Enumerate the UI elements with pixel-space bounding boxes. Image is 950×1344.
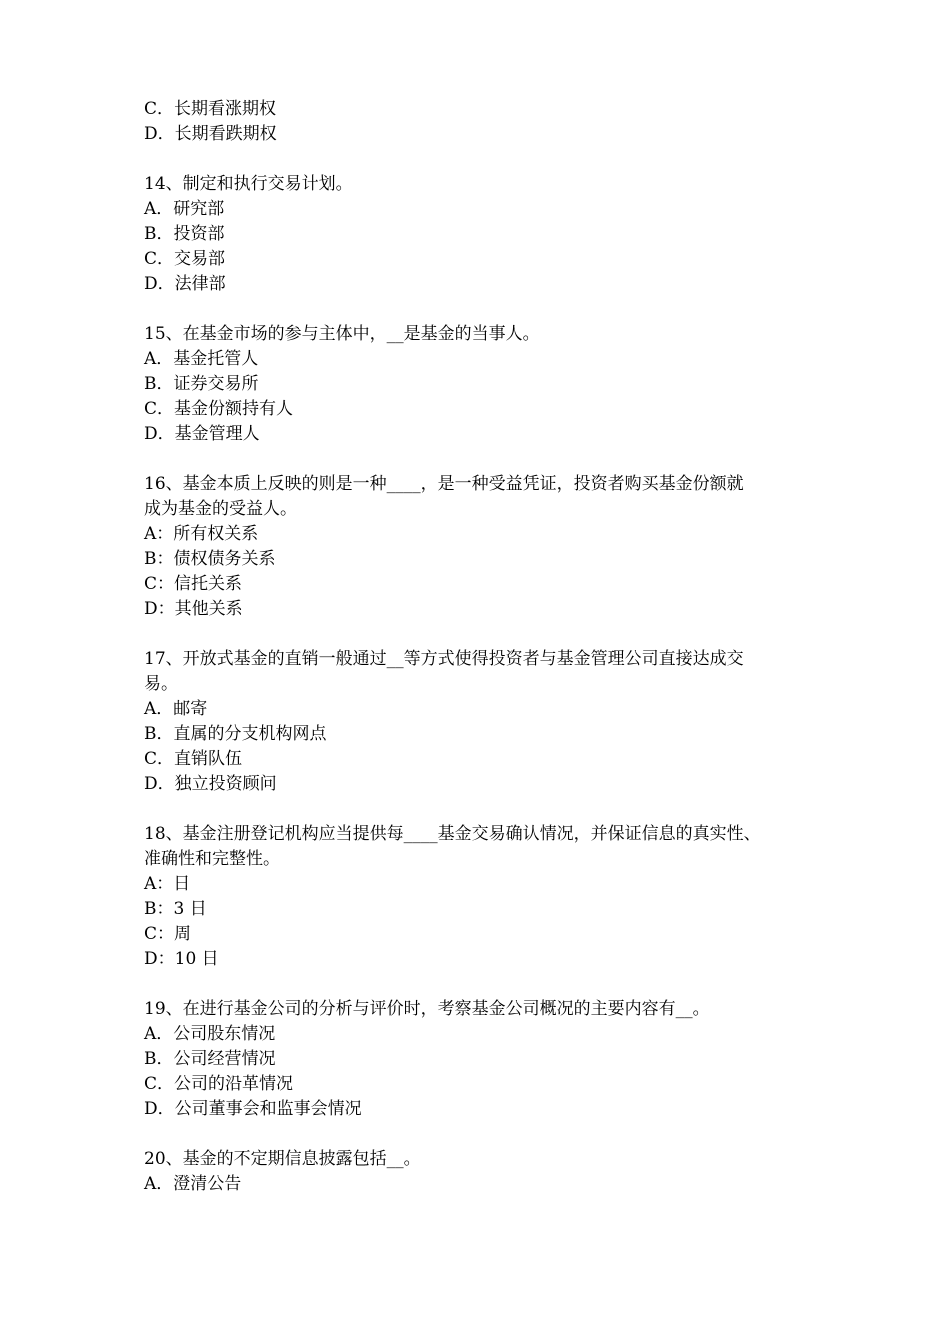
option-c: C：周 [144, 924, 192, 944]
question-text-cont: 成为基金的受益人。 [144, 499, 297, 519]
option-d: D．独立投资顾问 [144, 774, 277, 794]
question-text: 20、基金的不定期信息披露包括__。 [144, 1149, 421, 1169]
option-b: B．直属的分支机构网点 [144, 724, 327, 744]
question-text: 19、在进行基金公司的分析与评价时，考察基金公司概况的主要内容有__。 [144, 999, 710, 1019]
option-c: C．直销队伍 [144, 749, 243, 769]
continued-options [144, 97, 814, 147]
option-c: C：信托关系 [144, 574, 243, 594]
question-20 [144, 1147, 814, 1197]
option-b: B．公司经营情况 [144, 1049, 276, 1069]
option-a: A．澄清公告 [144, 1174, 242, 1194]
option-c: C．基金份额持有人 [144, 399, 294, 419]
question-16 [144, 472, 814, 622]
question-15 [144, 322, 814, 447]
option-c: C．长期看涨期权 [144, 99, 277, 119]
option-b: B．投资部 [144, 224, 225, 244]
option-a: A．基金托管人 [144, 349, 259, 369]
question-text-cont: 准确性和完整性。 [144, 849, 280, 869]
question-18 [144, 822, 814, 972]
option-a: A：所有权关系 [144, 524, 259, 544]
option-a: A：日 [144, 874, 191, 894]
question-14 [144, 172, 814, 297]
question-17 [144, 647, 814, 797]
option-d: D：其他关系 [144, 599, 243, 619]
question-19 [144, 997, 814, 1122]
question-text: 15、在基金市场的参与主体中，__是基金的当事人。 [144, 324, 540, 344]
option-b: B：3 日 [144, 899, 207, 919]
option-b: B．证券交易所 [144, 374, 259, 394]
option-c: C．公司的沿革情况 [144, 1074, 294, 1094]
option-d: D．长期看跌期权 [144, 124, 277, 144]
option-d: D．法律部 [144, 274, 226, 294]
question-text-cont: 易。 [144, 674, 178, 694]
question-text: 17、开放式基金的直销一般通过__等方式使得投资者与基金管理公司直接达成交 [144, 649, 744, 669]
option-b: B：债权债务关系 [144, 549, 276, 569]
question-text: 16、基金本质上反映的则是一种____，是一种受益凭证，投资者购买基金份额就 [144, 474, 744, 494]
option-c: C．交易部 [144, 249, 226, 269]
option-d: D．基金管理人 [144, 424, 260, 444]
question-text: 14、制定和执行交易计划。 [144, 174, 353, 194]
question-text: 18、基金注册登记机构应当提供每____基金交易确认情况，并保证信息的真实性、 [144, 824, 761, 844]
document-page [144, 97, 814, 1197]
option-a: A．公司股东情况 [144, 1024, 276, 1044]
option-a: A．邮寄 [144, 699, 208, 719]
option-d: D．公司董事会和监事会情况 [144, 1099, 362, 1119]
option-a: A．研究部 [144, 199, 225, 219]
option-d: D：10 日 [144, 949, 219, 969]
